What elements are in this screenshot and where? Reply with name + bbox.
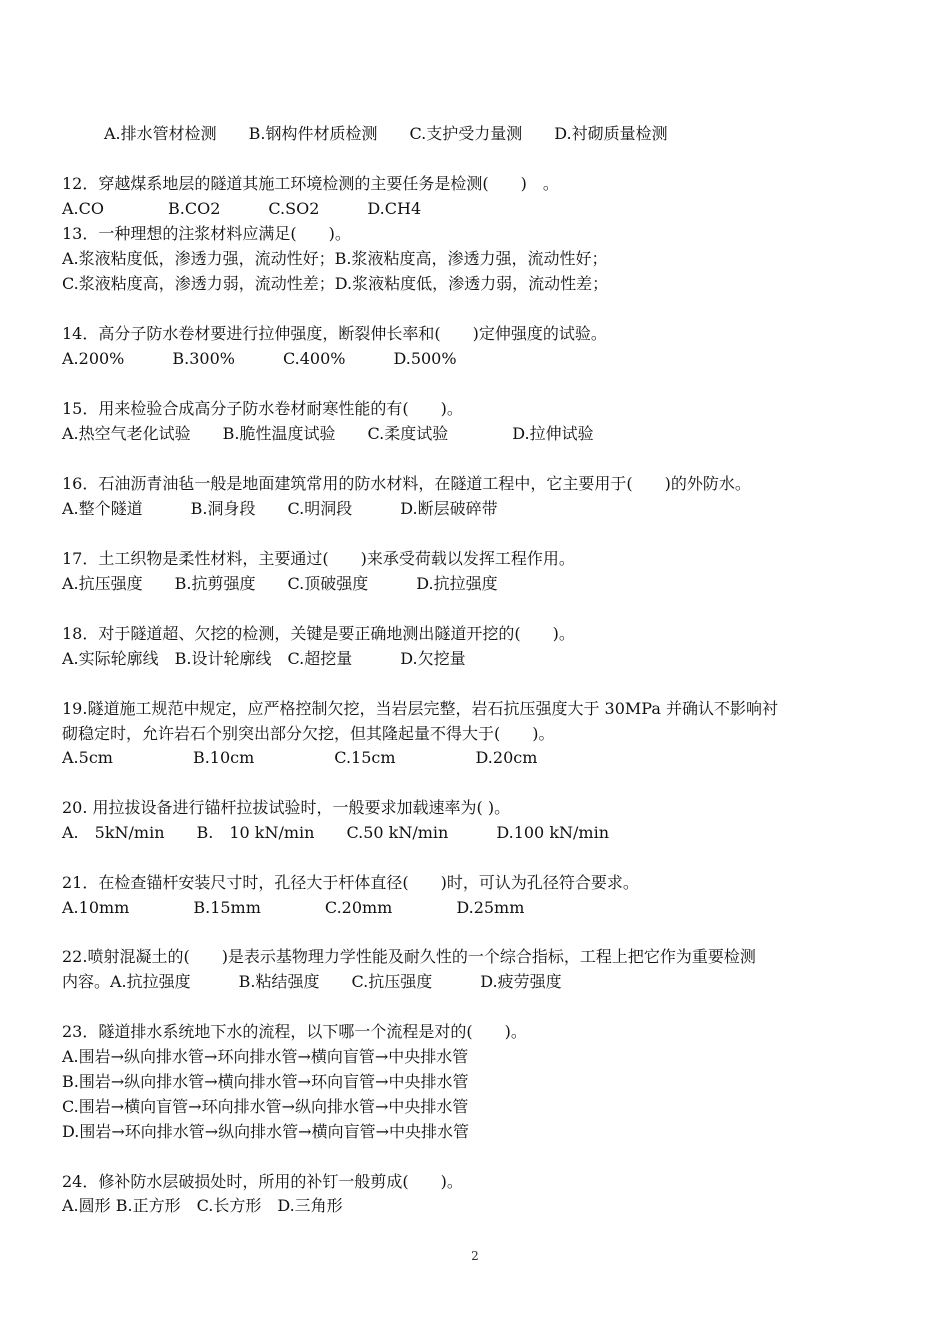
q14-question: 14．高分子防水卷材要进行拉伸强度，断裂伸长率和( )定伸强度的试验。 [62, 324, 607, 343]
q23-option-c: C.围岩→横向盲管→环向排水管→纵向排水管→中央排水管 [62, 1097, 469, 1116]
q23-option-a: A.围岩→纵向排水管→环向排水管→横向盲管→中央排水管 [62, 1047, 469, 1066]
q13-options-ab: A.浆液粘度低，渗透力强，流动性好；B.浆液粘度高，渗透力强，流动性好； [62, 249, 608, 268]
q19-question-line2: 砌稳定时，允许岩石个别突出部分欠挖，但其隆起量不得大于( )。 [62, 724, 555, 743]
q20-question: 20. 用拉拔设备进行锚杆拉拔试验时，一般要求加载速率为( )。 [62, 798, 511, 817]
q24-options: A.圆形 B.正方形 C.长方形 D.三角形 [62, 1196, 343, 1215]
q22-question-line1: 22.喷射混凝土的( )是表示基物理力学性能及耐久性的一个综合指标，工程上把它作为重要检测 [62, 947, 756, 966]
q16-question: 16．石油沥青油毡一般是地面建筑常用的防水材料，在隧道工程中，它主要用于( )的外防水。 [62, 474, 751, 493]
q19-question-line1: 19.隧道施工规范中规定，应严格控制欠挖，当岩层完整，岩石抗压强度大于 30MPa 并确认不影响衬 [62, 699, 778, 718]
page-number: 2 [471, 1249, 479, 1263]
q13-options-cd: C.浆液粘度高，渗透力弱，流动性差；D.浆液粘度低，渗透力弱，流动性差； [62, 274, 609, 293]
q15-options: A.热空气老化试验 B.脆性温度试验 C.柔度试验 D.拉伸试验 [62, 424, 594, 443]
q23-option-d: D.围岩→环向排水管→纵向排水管→横向盲管→中央排水管 [62, 1122, 469, 1141]
q17-question: 17．土工织物是柔性材料，主要通过( )来承受荷载以发挥工程作用。 [62, 549, 575, 568]
q16-options: A.整个隧道 B.洞身段 C.明洞段 D.断层破碎带 [62, 499, 498, 518]
q12-question: 12．穿越煤系地层的隧道其施工环境检测的主要任务是检测( ) 。 [62, 174, 559, 193]
q21-options: A.10mm B.15mm C.20mm D.25mm [62, 898, 525, 917]
q23-option-b: B.围岩→纵向排水管→横向排水管→环向盲管→中央排水管 [62, 1072, 469, 1091]
q23-question: 23．隧道排水系统地下水的流程，以下哪一个流程是对的( )。 [62, 1022, 527, 1041]
q15-question: 15．用来检验合成高分子防水卷材耐寒性能的有( )。 [62, 399, 463, 418]
q20-options: A. 5kN/min B. 10 kN/min C.50 kN/min D.100 kN/min [62, 823, 610, 842]
q13-question: 13．一种理想的注浆材料应满足( )。 [62, 224, 351, 243]
q18-options: A.实际轮廓线 B.设计轮廓线 C.超挖量 D.欠挖量 [62, 649, 466, 668]
q21-question: 21．在检查锚杆安装尺寸时，孔径大于杆体直径( )时，可认为孔径符合要求。 [62, 873, 639, 892]
q17-options: A.抗压强度 B.抗剪强度 C.顶破强度 D.抗拉强度 [62, 574, 498, 593]
q11-options: A.排水管材检测 B.钢构件材质检测 C.支护受力量测 D.衬砌质量检测 [104, 124, 668, 143]
q12-options: A.CO B.CO2 C.SO2 D.CH4 [62, 199, 422, 218]
q18-question: 18．对于隧道超、欠挖的检测，关键是要正确地测出隧道开挖的( )。 [62, 624, 575, 643]
q22-question-line2-options: 内容。A.抗拉强度 B.粘结强度 C.抗压强度 D.疲劳强度 [62, 972, 562, 991]
q24-question: 24．修补防水层破损处时，所用的补钉一般剪成( )。 [62, 1172, 463, 1191]
q14-options: A.200% B.300% C.400% D.500% [62, 349, 457, 368]
q19-options: A.5cm B.10cm C.15cm D.20cm [62, 748, 538, 767]
